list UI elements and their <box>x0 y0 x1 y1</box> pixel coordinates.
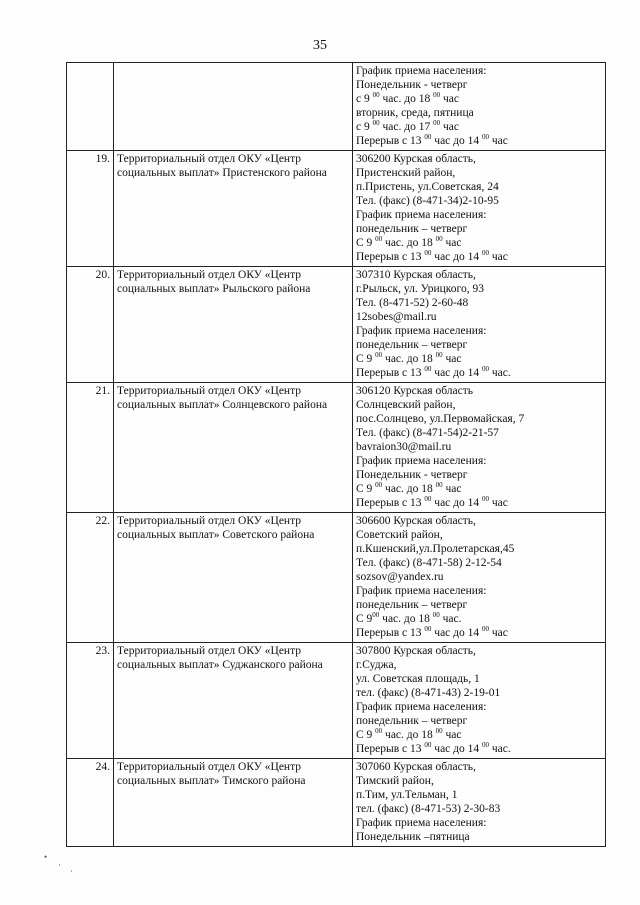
address-line: понедельник – четверг <box>356 339 468 351</box>
office-address-schedule <box>353 383 606 513</box>
office-address-schedule <box>353 267 606 383</box>
offices-table-body <box>67 63 606 847</box>
address-line: Тел. (факс) (8-471-34)2-10-95 <box>356 195 499 207</box>
address-line: С 9 $^{00}$ час. до 18 $^{00}$ час <box>356 351 462 365</box>
office-name: Территориальный отдел ОКУ «Центр социальных выплат» Солнцевского района <box>114 383 353 513</box>
scan-speck: · <box>70 866 73 876</box>
page-number: 35 <box>313 38 327 53</box>
address-line: понедельник – четверг <box>356 599 468 611</box>
address-line: Понедельник –пятница <box>356 831 470 843</box>
address-line: Тел. (факс) (8-471-58) 2-12-54 <box>356 557 502 569</box>
address-line: 307310 Курская область, <box>356 269 476 281</box>
address-line: с 9 $^{00}$ час. до 18 $^{00}$ час <box>356 91 459 105</box>
address-line: Понедельник - четверг <box>356 469 468 481</box>
address-line: Понедельник - четверг <box>356 79 468 91</box>
table-row <box>67 267 606 383</box>
address-line: Пристенский район, <box>356 167 456 179</box>
office-name: Территориальный отдел ОКУ «Центр социальных выплат» Рыльского района <box>114 267 353 383</box>
office-address-schedule <box>353 759 606 847</box>
row-number: 22. <box>67 513 114 643</box>
address-line: г.Рыльск, ул. Урицкого, 93 <box>356 283 484 295</box>
office-name: Территориальный отдел ОКУ «Центр социальных выплат» Суджанского района <box>114 643 353 759</box>
address-line: С 9 $^{00}$ час. до 18 $^{00}$ час <box>356 727 462 741</box>
address-line: п.Тим, ул.Тельман, 1 <box>356 789 458 801</box>
offices-table <box>66 62 606 847</box>
address-line: 306600 Курская область, <box>356 515 476 527</box>
address-line: Тел. (8-471-52) 2-60-48 <box>356 297 469 309</box>
office-name: Территориальный отдел ОКУ «Центр социальных выплат» Пристенского района <box>114 151 353 267</box>
address-line: С $9^{00}$ час. до 18 $^{00}$ час. <box>356 611 462 625</box>
office-name: Территориальный отдел ОКУ «Центр социальных выплат» Тимского района <box>114 759 353 847</box>
scan-speck: • <box>44 852 48 862</box>
address-line: Перерыв с 13 $^{00}$ час до 14 $^{00}$ час <box>356 249 508 263</box>
address-line: График приема населения: <box>356 209 487 221</box>
table-row <box>67 151 606 267</box>
address-line: График приема населения: <box>356 65 487 77</box>
table-row <box>67 759 606 847</box>
row-number <box>67 63 114 151</box>
table-row <box>67 63 606 151</box>
table-row <box>67 383 606 513</box>
office-address-schedule <box>353 513 606 643</box>
address-line: Тимский район, <box>356 775 434 787</box>
address-line: п.Кшенский,ул.Пролетарская,45 <box>356 543 515 555</box>
table-row <box>67 643 606 759</box>
address-line: ул. Советская площадь, 1 <box>356 673 480 685</box>
address-line: 307800 Курская область, <box>356 645 476 657</box>
address-line: п.Пристень, ул.Советская, 24 <box>356 181 499 193</box>
office-address-schedule <box>353 151 606 267</box>
address-line: тел. (факс) (8-471-43) 2-19-01 <box>356 687 501 699</box>
address-line: 12sobes@mail.ru <box>356 311 437 323</box>
address-line: С 9 $^{00}$ час. до 18 $^{00}$ час <box>356 481 462 495</box>
address-line: График приема населения: <box>356 325 487 337</box>
address-line: 307060 Курская область, <box>356 761 476 773</box>
row-number: 19. <box>67 151 114 267</box>
address-line: Солнцевский район, <box>356 399 456 411</box>
address-line: График приема населения: <box>356 817 487 829</box>
address-line: г.Суджа, <box>356 659 397 671</box>
office-name: Территориальный отдел ОКУ «Центр социальных выплат» Советского района <box>114 513 353 643</box>
address-line: bavraion30@mail.ru <box>356 441 452 453</box>
address-line: График приема населения: <box>356 455 487 467</box>
address-line: 306200 Курская область, <box>356 153 476 165</box>
address-line: понедельник – четверг <box>356 715 468 727</box>
address-line: пос.Солнцево, ул.Первомайская, 7 <box>356 413 525 425</box>
address-line: с 9 $^{00}$ час. до 17 $^{00}$ час <box>356 119 459 133</box>
address-line: Перерыв с 13 $^{00}$ час до 14 $^{00}$ час <box>356 133 508 147</box>
address-line: вторник, среда, пятница <box>356 107 474 119</box>
address-line: Перерыв с 13 $^{00}$ час до 14 $^{00}$ час. <box>356 365 511 379</box>
scan-speck: · <box>58 860 61 870</box>
address-line: Перерыв с 13 $^{00}$ час до 14 $^{00}$ час. <box>356 741 511 755</box>
office-address-schedule <box>353 63 606 151</box>
address-line: Перерыв с 13 $^{00}$ час до 14 $^{00}$ час <box>356 625 508 639</box>
office-address-schedule <box>353 643 606 759</box>
address-line: График приема населения: <box>356 701 487 713</box>
address-line: Тел. (факс) (8-471-54)2-21-57 <box>356 427 499 439</box>
address-line: понедельник – четверг <box>356 223 468 235</box>
table-row <box>67 513 606 643</box>
row-number: 21. <box>67 383 114 513</box>
address-line: Перерыв с 13 $^{00}$ час до 14 $^{00}$ час <box>356 495 508 509</box>
row-number: 24. <box>67 759 114 847</box>
row-number: 20. <box>67 267 114 383</box>
address-line: Советский район, <box>356 529 443 541</box>
address-line: С 9 $^{00}$ час. до 18 $^{00}$ час <box>356 235 462 249</box>
row-number: 23. <box>67 643 114 759</box>
address-line: 306120 Курская область <box>356 385 473 397</box>
address-line: sozsov@yandex.ru <box>356 571 444 583</box>
address-line: тел. (факс) (8-471-53) 2-30-83 <box>356 803 501 815</box>
office-name <box>114 63 353 151</box>
address-line: График приема населения: <box>356 585 487 597</box>
